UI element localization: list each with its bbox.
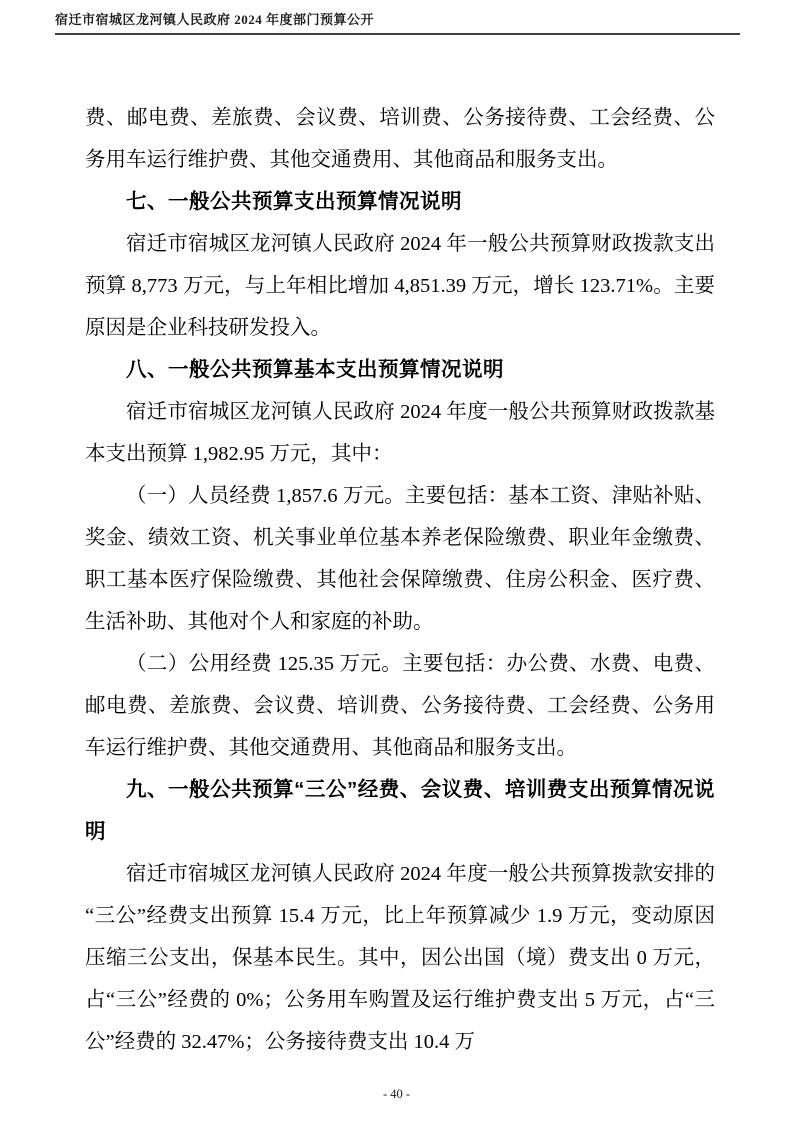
paragraph-section-9-three-public-details: 宿迁市宿城区龙河镇人民政府 2024 年度一般公共预算拨款安排的“三公”经费支出预算 15.4 万元，比上年预算减少 1.9 万元，变动原因压缩三公支出，保基本民生。其中，因公出国（境）费支出 0 万元，占“三公”经费的 0%；公务用车购置及运行维护费支出 5 万元，占“三公”经费的 32.47%；公务接待费支出 10.4 万 <box>85 863 715 1053</box>
paragraph-section-8-basic-expenditure-total: 宿迁市宿城区龙河镇人民政府 2024 年度一般公共预算财政拨款基本支出预算 1,982.95 万元，其中： <box>85 401 715 465</box>
paragraph-personnel-expenses: （一）人员经费 1,857.6 万元。主要包括：基本工资、津贴补贴、奖金、绩效工资、机关事业单位基本养老保险缴费、职业年金缴费、职工基本医疗保险缴费、其他社会保障缴费、住房公积金、医疗费、生活补助、其他对个人和家庭的补助。 <box>85 485 715 633</box>
document-body <box>85 97 715 1063</box>
page-header-title: 宿迁市宿城区龙河镇人民政府 2024 年度部门预算公开 <box>55 12 375 27</box>
page-number: - 40 - <box>382 1087 411 1101</box>
heading-section-9-three-public-expenses: 九、一般公共预算“三公”经费、会议费、培训费支出预算情况说明 <box>85 778 715 843</box>
heading-section-8-basic-expenditure: 八、一般公共预算基本支出预算情况说明 <box>126 358 504 381</box>
page-header <box>55 12 740 35</box>
header-rule <box>55 33 740 35</box>
paragraph-section-7-expenditure-details: 宿迁市宿城区龙河镇人民政府 2024 年一般公共预算财政拨款支出预算 8,773 万元，与上年相比增加 4,851.39 万元，增长 123.71%。主要原因是企业科技研发投入。 <box>85 233 715 339</box>
paragraph-public-expenses: （二）公用经费 125.35 万元。主要包括：办公费、水费、电费、邮电费、差旅费、会议费、培训费、公务接待费、工会经费、公务用车运行维护费、其他交通费用、其他商品和服务支出。 <box>85 653 715 759</box>
paragraph-continuation-public-expense-items: 费、邮电费、差旅费、会议费、培训费、公务接待费、工会经费、公务用车运行维护费、其他交通费用、其他商品和服务支出。 <box>85 107 715 171</box>
heading-section-7-general-budget-expenditure: 七、一般公共预算支出预算情况说明 <box>126 190 462 213</box>
